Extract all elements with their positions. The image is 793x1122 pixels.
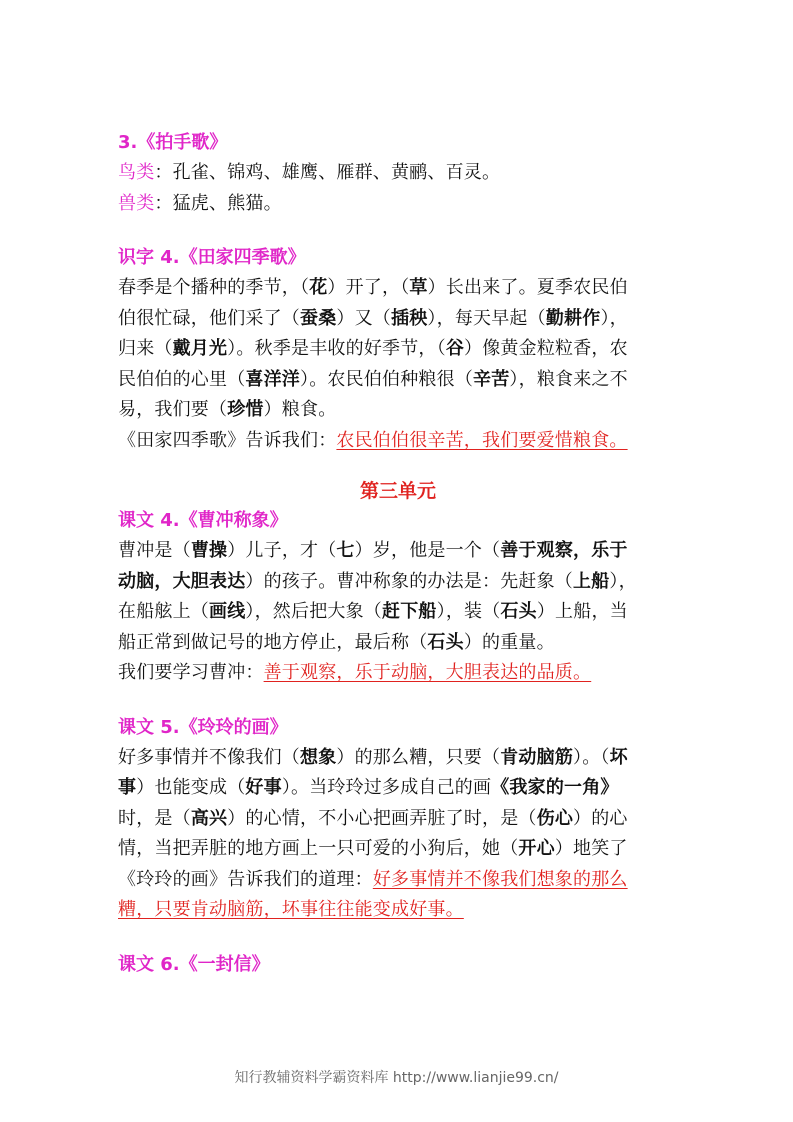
answer: 开心: [518, 838, 555, 859]
text-line: 船正常到做记号的地方停止，最后称（石头）的重量。: [118, 631, 555, 653]
answer: 珍惜: [227, 399, 264, 420]
label-beasts: 兽类: [118, 192, 155, 214]
text-line: 民伯伯的心里（喜洋洋）。农民伯伯种粮很（辛苦），粮食来之不: [118, 368, 628, 390]
text-line: 易，我们要（珍惜）粮食。: [118, 399, 337, 420]
paragraph-beasts: [118, 189, 678, 220]
paragraph-lingling-painting: [118, 743, 678, 926]
text-line: 动脑，大胆表达）的孩子。曹冲称象的办法是：先赶象（上船），: [118, 570, 637, 592]
text-line: 好多事情并不像我们（想象）的那么糟，只要（肯动脑筋）。（坏: [118, 746, 628, 768]
answer: 动脑，大胆表达: [118, 570, 246, 592]
answer: 戴月光: [172, 338, 228, 359]
text-line: 春季是个播种的季节，（花）开了，（草）长出来了。夏季农民伯: [118, 277, 628, 298]
section-title-lingling-painting: 课文 5.《玲玲的画》: [118, 716, 288, 738]
answer: 勤耕作: [545, 307, 601, 329]
section-title-clap-song: 3.《拍手歌》: [118, 132, 228, 153]
text-line: 时，是（高兴）的心情，不小心把画弄脏了时，是（伤心）的心: [118, 807, 628, 829]
answer: 上船: [573, 570, 610, 592]
page-footer: 知行教辅资料学霸资料库 http://www.lianjie99.cn/: [234, 1070, 559, 1086]
answer: 草: [409, 277, 428, 298]
answer: 花: [309, 277, 328, 298]
text-line: 在船舷上（画线），然后把大象（赶下船），装（石头）上船，当: [118, 601, 628, 622]
answer: 蚕桑: [300, 307, 337, 329]
answer: 高兴: [190, 807, 228, 829]
text-line: 事）也能变成（好事）。当玲玲过多成自己的画《我家的一角》: [118, 777, 619, 798]
text-line: 情，当把弄脏的地方画上一只可爱的小狗后，她（开心）地笑了: [118, 838, 628, 859]
answer: 曹操: [190, 540, 228, 561]
moral-line: 《玲玲的画》告诉我们的道理：好多事情并不像我们想象的那么: [118, 868, 628, 890]
section-title-farm-seasons: 识字 4.《田家四季歌》: [118, 247, 306, 268]
paragraph-birds: [118, 158, 678, 189]
text-line: 归来（戴月光）。秋季是丰收的好季节，（谷）像黄金粒粒香，农: [118, 338, 628, 359]
answer: 石头: [500, 601, 537, 622]
label-birds: 鸟类: [118, 162, 155, 183]
answer: 事: [118, 777, 137, 798]
answer: 伤心: [536, 807, 574, 829]
moral-line: [118, 895, 678, 926]
text-line: 伯很忙碌，他们采了（蚕桑）又（插秧），每天早起（勤耕作），: [118, 307, 628, 329]
moral-answer: 农民伯伯很辛苦，我们要爱惜粮食。: [336, 429, 628, 451]
text-line: 曹冲是（曹操）儿子，才（七）岁，他是一个（善于观察，乐于: [118, 540, 628, 561]
paragraph-farm-seasons: [118, 273, 678, 456]
answer: 谷: [445, 338, 465, 359]
paragraph-cao-chong: [118, 536, 678, 689]
text-birds: ：孔雀、锦鸡、雄鹰、雁群、黄鹂、百灵。: [154, 162, 501, 183]
unit-title: 第三单元: [359, 480, 436, 502]
answer: 赶下船: [382, 601, 437, 622]
answer: 肯动脑筋: [500, 746, 574, 768]
section-title-cao-chong: 课文 4.《曹冲称象》: [118, 510, 288, 531]
answer: 插秧: [391, 307, 428, 329]
answer: 善于观察，乐于: [500, 540, 628, 561]
moral-answer: 善于观察，乐于动脑，大胆表达的品质。: [263, 662, 592, 683]
moral-line: 我们要学习曹冲：善于观察，乐于动脑，大胆表达的品质。: [118, 662, 592, 683]
answer: 石头: [427, 631, 464, 653]
document-content: [118, 128, 678, 980]
moral-line: 《田家四季歌》告诉我们：农民伯伯很辛苦，我们要爱惜粮食。: [118, 429, 628, 451]
answer: 好事: [245, 777, 282, 798]
answer: 坏: [609, 746, 628, 768]
answer: 画线: [209, 601, 246, 622]
answer: 七: [336, 540, 355, 561]
answer: 想象: [300, 746, 337, 768]
section-title-letter: 课文 6.《一封信》: [118, 953, 270, 975]
text-beasts: ：猛虎、熊猫。: [154, 192, 282, 214]
answer: 喜洋洋: [245, 368, 301, 390]
moral-answer: 好多事情并不像我们想象的那么: [372, 868, 628, 890]
answer: 辛苦: [473, 368, 510, 390]
moral-answer: 糟，只要肯动脑筋，坏事往往能变成好事。: [118, 899, 464, 920]
answer: 《我家的一角》: [491, 777, 619, 798]
